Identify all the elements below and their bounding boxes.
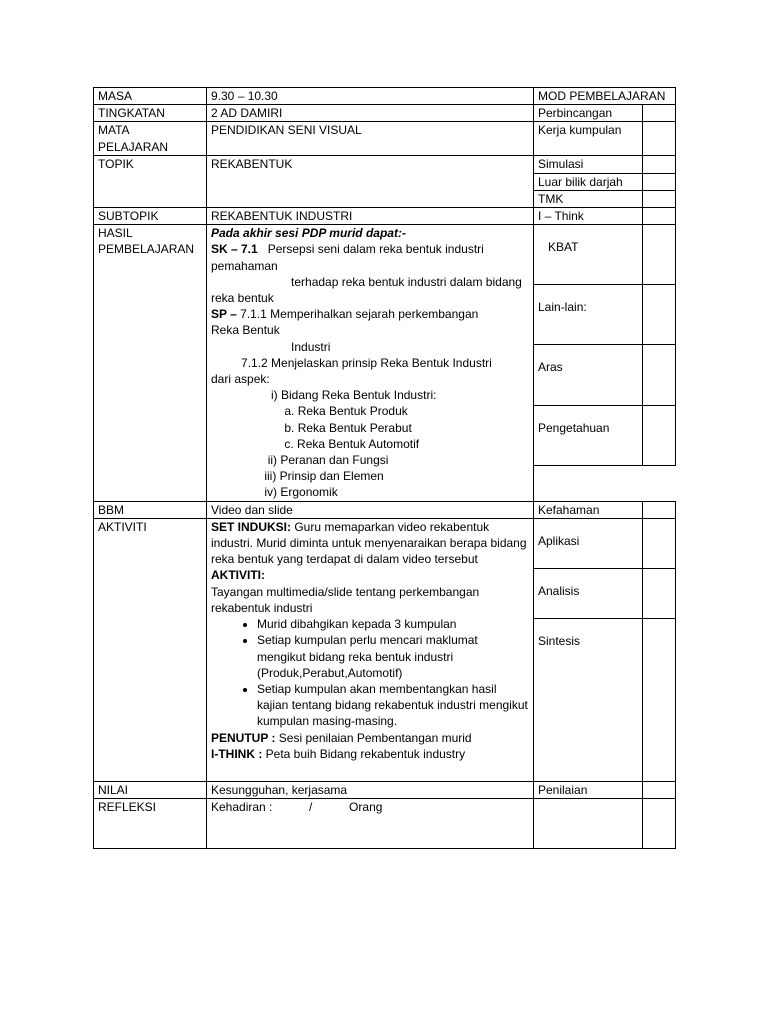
aktiviti-text: Tayangan multimedia/slide tentang perkembangan rekabentuk industri	[211, 584, 483, 615]
hasil-line: i) Bidang Reka Bentuk Industri:	[211, 388, 437, 403]
masa-value: 9.30 – 10.30	[207, 88, 534, 105]
topik-label: TOPIK	[94, 156, 207, 208]
nilai-label: NILAI	[94, 781, 207, 798]
mata-label-line1: MATA	[98, 123, 130, 138]
kbat-check-lain-lain	[643, 285, 676, 345]
aktiviti-bullet: • Setiap kumpulan perlu mencari maklumat mengikut bidang reka bentuk industri (Produk,Perabut,Automotif)	[257, 632, 529, 681]
kbat-check-aplikasi	[643, 518, 676, 568]
row-subtopik	[94, 208, 676, 225]
hasil-line: 7.1.2 Menjelaskan prinsip Reka Bentuk Industri	[211, 355, 492, 370]
hasil-content	[207, 225, 534, 501]
tingkatan-label: TINGKATAN	[94, 105, 207, 122]
hasil-line: b. Reka Bentuk Perabut	[211, 420, 412, 435]
hasil-line: Industri	[211, 339, 331, 354]
mod-item-kerja-kumpulan: Kerja kumpulan	[534, 122, 643, 156]
sp-prefix: SP –	[211, 307, 237, 322]
row-mata-pelajaran	[94, 122, 676, 156]
mata-pelajaran-label	[94, 122, 207, 156]
nilai-value: Kesungguhan, kerjasama	[207, 781, 534, 798]
refleksi-empty-1	[534, 799, 643, 849]
row-aktiviti-1	[94, 518, 676, 568]
sk-text: Persepsi seni dalam reka bentuk industri	[257, 242, 484, 257]
aktiviti-bullet: • Murid dibahgikan kepada 3 kumpulan	[257, 616, 529, 632]
mod-item-simulasi: Simulasi	[534, 156, 643, 173]
bbm-value: Video dan slide	[207, 501, 534, 518]
tingkatan-value: 2 AD DAMIRI	[207, 105, 534, 122]
aktiviti-content	[207, 518, 534, 781]
kbat-header: KBAT	[534, 225, 643, 285]
subtopik-label: SUBTOPIK	[94, 208, 207, 225]
mata-pelajaran-value: PENDIDIKAN SENI VISUAL	[207, 122, 534, 156]
kbat-check-pengetahuan	[643, 405, 676, 465]
row-bbm	[94, 501, 676, 518]
hasil-line: ii) Peranan dan Fungsi	[211, 453, 389, 468]
kbat-check-penilaian	[643, 781, 676, 798]
refleksi-label: REFLEKSI	[94, 799, 207, 849]
masa-label: MASA	[94, 88, 207, 105]
set-induksi-text: Guru memaparkan video rekabentuk industri. Murid diminta untuk menyenaraikan berapa bidang reka bentuk yang terdapat di dalam video tersebut	[211, 519, 530, 567]
penutup-text: Sesi penilaian Pembentangan murid	[275, 730, 472, 745]
row-tingkatan	[94, 105, 676, 122]
kbat-item-penilaian: Penilaian	[534, 781, 643, 798]
mod-item-luar-bilik-darjah: Luar bilik darjah	[534, 173, 643, 190]
mod-check-perbincangan	[643, 105, 676, 122]
penutup	[211, 730, 529, 746]
mod-check-i-think	[643, 208, 676, 225]
row-refleksi	[94, 799, 676, 849]
kbat-check-sintesis	[643, 618, 676, 781]
aktiviti-label: AKTIVITI	[94, 518, 207, 781]
hasil-line: c. Reka Bentuk Automotif	[211, 436, 420, 451]
kbat-item-kefahaman: Kefahaman	[534, 501, 643, 518]
i-think	[211, 746, 529, 762]
hasil-label-line1: HASIL	[98, 226, 133, 241]
subtopik-value: REKABENTUK INDUSTRI	[207, 208, 534, 225]
hasil-line: Reka Bentuk	[211, 323, 280, 338]
aktiviti-bullets	[211, 616, 529, 729]
penutup-label: PENUTUP :	[211, 730, 276, 745]
mod-check-kerja-kumpulan	[643, 122, 676, 156]
mod-check-luar-bilik-darjah	[643, 173, 676, 190]
kbat-check-kefahaman	[643, 501, 676, 518]
bbm-label: BBM	[94, 501, 207, 518]
kbat-item-sintesis: Sintesis	[534, 618, 643, 781]
hasil-line: dari aspek:	[211, 372, 270, 387]
kbat-check-analisis	[643, 568, 676, 618]
sp-text: 7.1.1 Memperihalkan sejarah perkembangan	[236, 307, 479, 322]
kbat-item-aras: Aras	[534, 345, 643, 405]
mod-item-perbincangan: Perbincangan	[534, 105, 643, 122]
set-induksi	[211, 519, 529, 568]
row-hasil-1	[94, 225, 676, 285]
row-topik	[94, 156, 676, 173]
mod-item-tmk: TMK	[534, 190, 643, 207]
set-induksi-label: SET INDUKSI:	[211, 519, 292, 534]
mata-label-line2: PELAJARAN	[98, 139, 169, 154]
i-think-label: I-THINK :	[211, 746, 263, 761]
aktiviti-sub-label: AKTIVITI:	[211, 568, 265, 583]
hasil-line: pemahaman	[211, 258, 278, 273]
kbat-item-analisis: Analisis	[534, 568, 643, 618]
mod-check-simulasi	[643, 156, 676, 173]
mod-item-i-think: I – Think	[534, 208, 643, 225]
hasil-intro: Pada akhir sesi PDP murid dapat:-	[211, 226, 406, 241]
hasil-label	[94, 225, 207, 501]
refleksi-value: Kehadiran : / Orang	[207, 799, 534, 849]
hasil-line: terhadap reka bentuk industri dalam bidang	[211, 274, 522, 289]
mod-header: MOD PEMBELAJARAN	[534, 88, 676, 105]
aktiviti-bullet: • Setiap kumpulan akan membentangkan hasil kajian tentang bidang rekabentuk industri mengikut kumpulan masing-masing.	[257, 681, 529, 730]
hasil-line: a. Reka Bentuk Produk	[211, 404, 408, 419]
hasil-sk	[211, 241, 529, 257]
row-masa	[94, 88, 676, 105]
hasil-line: iii) Prinsip dan Elemen	[211, 469, 384, 484]
mod-check-tmk	[643, 190, 676, 207]
hasil-label-line2: PEMBELAJARAN	[98, 242, 195, 257]
lesson-plan-table	[93, 87, 676, 849]
hasil-line: iv) Ergonomik	[211, 485, 338, 500]
hasil-line: reka bentuk	[211, 291, 274, 306]
row-nilai	[94, 781, 676, 798]
kbat-item-aplikasi: Aplikasi	[534, 518, 643, 568]
i-think-text: Peta buih Bidang rekabentuk industry	[262, 746, 466, 761]
hasil-sp	[211, 306, 529, 322]
refleksi-empty-2	[643, 799, 676, 849]
kbat-check-aras	[643, 345, 676, 405]
topik-value: REKABENTUK	[207, 156, 534, 208]
sk-prefix: SK – 7.1	[211, 242, 258, 257]
kbat-item-pengetahuan: Pengetahuan	[534, 405, 643, 465]
kbat-item-lain-lain: Lain-lain:	[534, 285, 643, 345]
kbat-check-header	[643, 225, 676, 285]
